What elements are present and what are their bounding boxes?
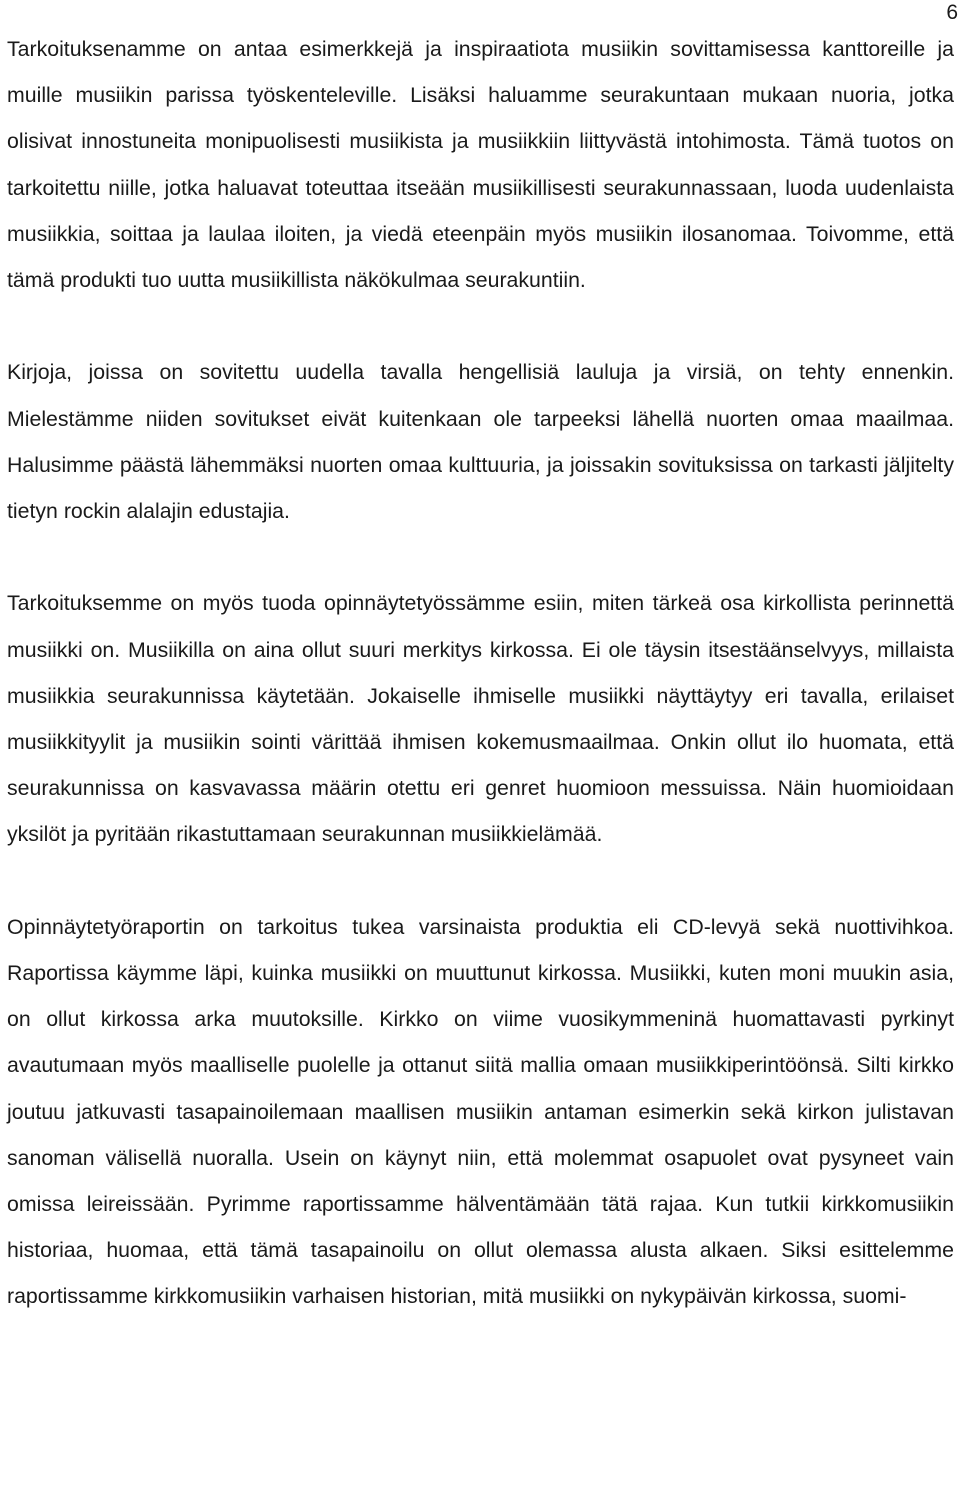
paragraph-purpose: Tarkoituksenamme on antaa esimerkkejä ja inspiraatiota musiikin sovittamisessa kanttoreille ja muille musiikin parissa työskenteleville. Lisäksi haluamme seurakuntaan mukaan nuoria, jotka olisivat innostuneita monipuolisesti musiikista ja musiikkiin liittyvästä intohimosta. Tämä tuotos on tarkoitettu niille, jotka haluavat toteuttaa itseään musiikillisesti seurakunnassaan, luoda uudenlaista musiikkia, soittaa ja laulaa iloiten, ja viedä eteenpäin myös musiikin ilosanomaa. Toivomme, että tämä produkti tuo uutta musiikillista näkökulmaa seurakuntiin.: [7, 37, 954, 293]
paragraph-report-purpose: Opinnäytetyöraportin on tarkoitus tukea varsinaista produktia eli CD-levyä sekä nuottivihkoa. Raportissa käymme läpi, kuinka musiikki on muuttunut kirkossa. Musiikki, kuten moni muukin asia, on ollut kirkossa arka muutoksille. Kirkko on viime vuosikymmeninä huomattavasti pyrkinyt avautumaan myös maalliselle puolelle ja ottanut siitä mallia omaan musiikkiperintöönsä. Silti kirkko joutuu jatkuvasti tasapainoilemaan maallisen musiikin antaman esimerkin sekä kirkon julistavan sanoman välisellä nuoralla. Usein on käynyt niin, että molemmat osapuolet ovat pysyneet vain omissa leireissään. Pyrimme raportissamme hälventämään tätä rajaa. Kun tutkii kirkkomusiikin historiaa, huomaa, että tämä tasapainoilu on ollut olemassa alusta alkaen. Siksi esittelemme raportissamme kirkkomusiikin varhaisen historian, mitä musiikki on nykypäivän kirkossa, suomi-: [7, 914, 954, 1309]
paragraph-church-tradition: Tarkoituksemme on myös tuoda opinnäytetyössämme esiin, miten tärkeä osa kirkollista perinnettä musiikki on. Musiikilla on aina ollut suuri merkitys kirkossa. Ei ole täysin itsestäänselvyys, millaista musiikkia seurakunnissa käytetään. Jokaiselle ihmiselle musiikki näyttäytyy eri tavalla, erilaiset musiikkityylit ja musiikin sointi värittää ihmisen kokemusmaailmaa. Onkin ollut ilo huomata, että seurakunnissa on kasvavassa määrin otettu eri genret huomioon messuissa. Näin huomioidaan yksilöt ja pyritään rikastuttamaan seurakunnan musiikkielämää.: [7, 591, 954, 847]
document-body: [7, 26, 954, 1320]
page-number: 6: [946, 1, 958, 24]
paragraph-previous-books: Kirjoja, joissa on sovitettu uudella tavalla hengellisiä lauluja ja virsiä, on tehty ennenkin. Mielestämme niiden sovitukset eivät kuitenkaan ole tarpeeksi lähellä nuorten omaa maailmaa. Halusimme päästä lähemmäksi nuorten omaa kulttuuria, ja joissakin sovituksissa on tarkasti jäljitelty tietyn rockin alalajin edustajia.: [7, 360, 954, 524]
